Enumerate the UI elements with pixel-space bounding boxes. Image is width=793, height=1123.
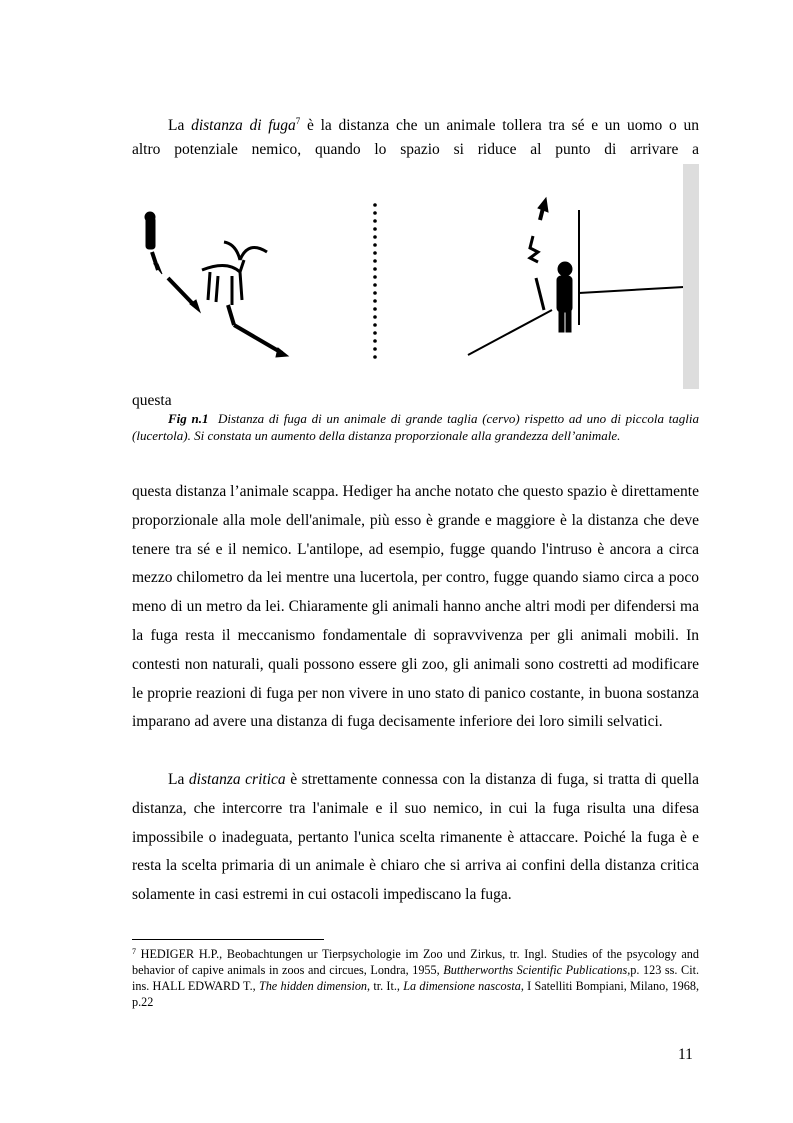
paragraph-hediger: questa distanza l’animale scappa. Hediger ha anche notato che questo spazio è direttamente proporzionale alla mole dell'animale, più esso è grande e maggiore è la distanza che deve tenere tra sé e il nemico. L'antilope, ad esempio, fugge quando l'intruso è ancora a circa mezzo chilometro da lei mentre una lucertola, per contro, fugge quando siamo circa a poco meno di un metro da lei. Chiaramente gli animali hanno anche altri modi per difendersi ma la fuga resta il meccanismo fondamentale di sopravvivenza per gli animali mobili. In contesti non naturali, quali possono essere gli zoo, gli animali sono costretti ad modificare le proprie reazioni di fuga per non vivere in uno stato di panico costante, in buona sostanza imparano ad avere una distanza di fuga decisamente inferiore dei loro simili selvatici. [132,483,699,731]
carryover-word: questa [132,392,172,409]
paragraph-distanza-critica: La distanza critica è strettamente connessa con la distanza di fuga, si tratta di quella distanza, che intercorre tra l'animale e il suo nemico, in cui la fuga risulta una difesa impossibile o inadeguata, pertanto l'unica scelta rimanente è attaccare. Poiché la fuga è e resta la scelta primaria di un animale è chiaro che si arriva ai confini della distanza critica solamente in casi estremi in cui ostacoli impediscano la fuga. [132,771,699,904]
figure-illustration [132,160,699,395]
figure-caption-text: Distanza di fuga di un animale di grande taglia (cervo) rispetto ad uno di piccola taglia (lucertola). Si constata un aumento della distanza proporzionale alla grandezza dell’animale. [132,411,700,443]
scan-shadow [683,164,699,389]
deer-illustration [145,212,288,357]
figure-flight-distance [132,160,699,395]
lizard-illustration [468,198,684,355]
footnote-ref[interactable]: 7 [295,116,301,126]
page-number: 11 [678,1046,693,1063]
paragraph-line: altro potenziale nemico, quando lo spazio si riduce al punto di arrivare a [132,141,699,158]
term-distanza-di-fuga: distanza di fuga [191,117,296,134]
footnote-separator [132,939,324,940]
footnote-number: 7 [132,947,136,956]
figure-caption [132,410,699,444]
footnote: $^7$ HEDIGER H.P., Beobachtungen ur Tierpsychologie im Zoo und Zirkus, tr. Ingl. Studies of the psycology and behavior of capive animals in zoos and circues, Londra, 1955, Buttherworths Scientific Publications,p. 123 ss. Cit. ins. HALL EDWARD T., The hidden dimension, tr. It., La dimensione nascosta, I Satelliti Bompiani, Milano, 1968, p.22 [132,947,700,1009]
term-distanza-critica: distanza critica [188,771,286,788]
paragraph-distanza-di-fuga [132,114,699,162]
paragraph-line: La distanza di fuga$^7$ è la distanza che un animale tollera tra sé e un uomo o un [168,116,699,134]
dotted-divider [373,203,377,359]
figure-label: Fig n.1 [168,411,209,426]
